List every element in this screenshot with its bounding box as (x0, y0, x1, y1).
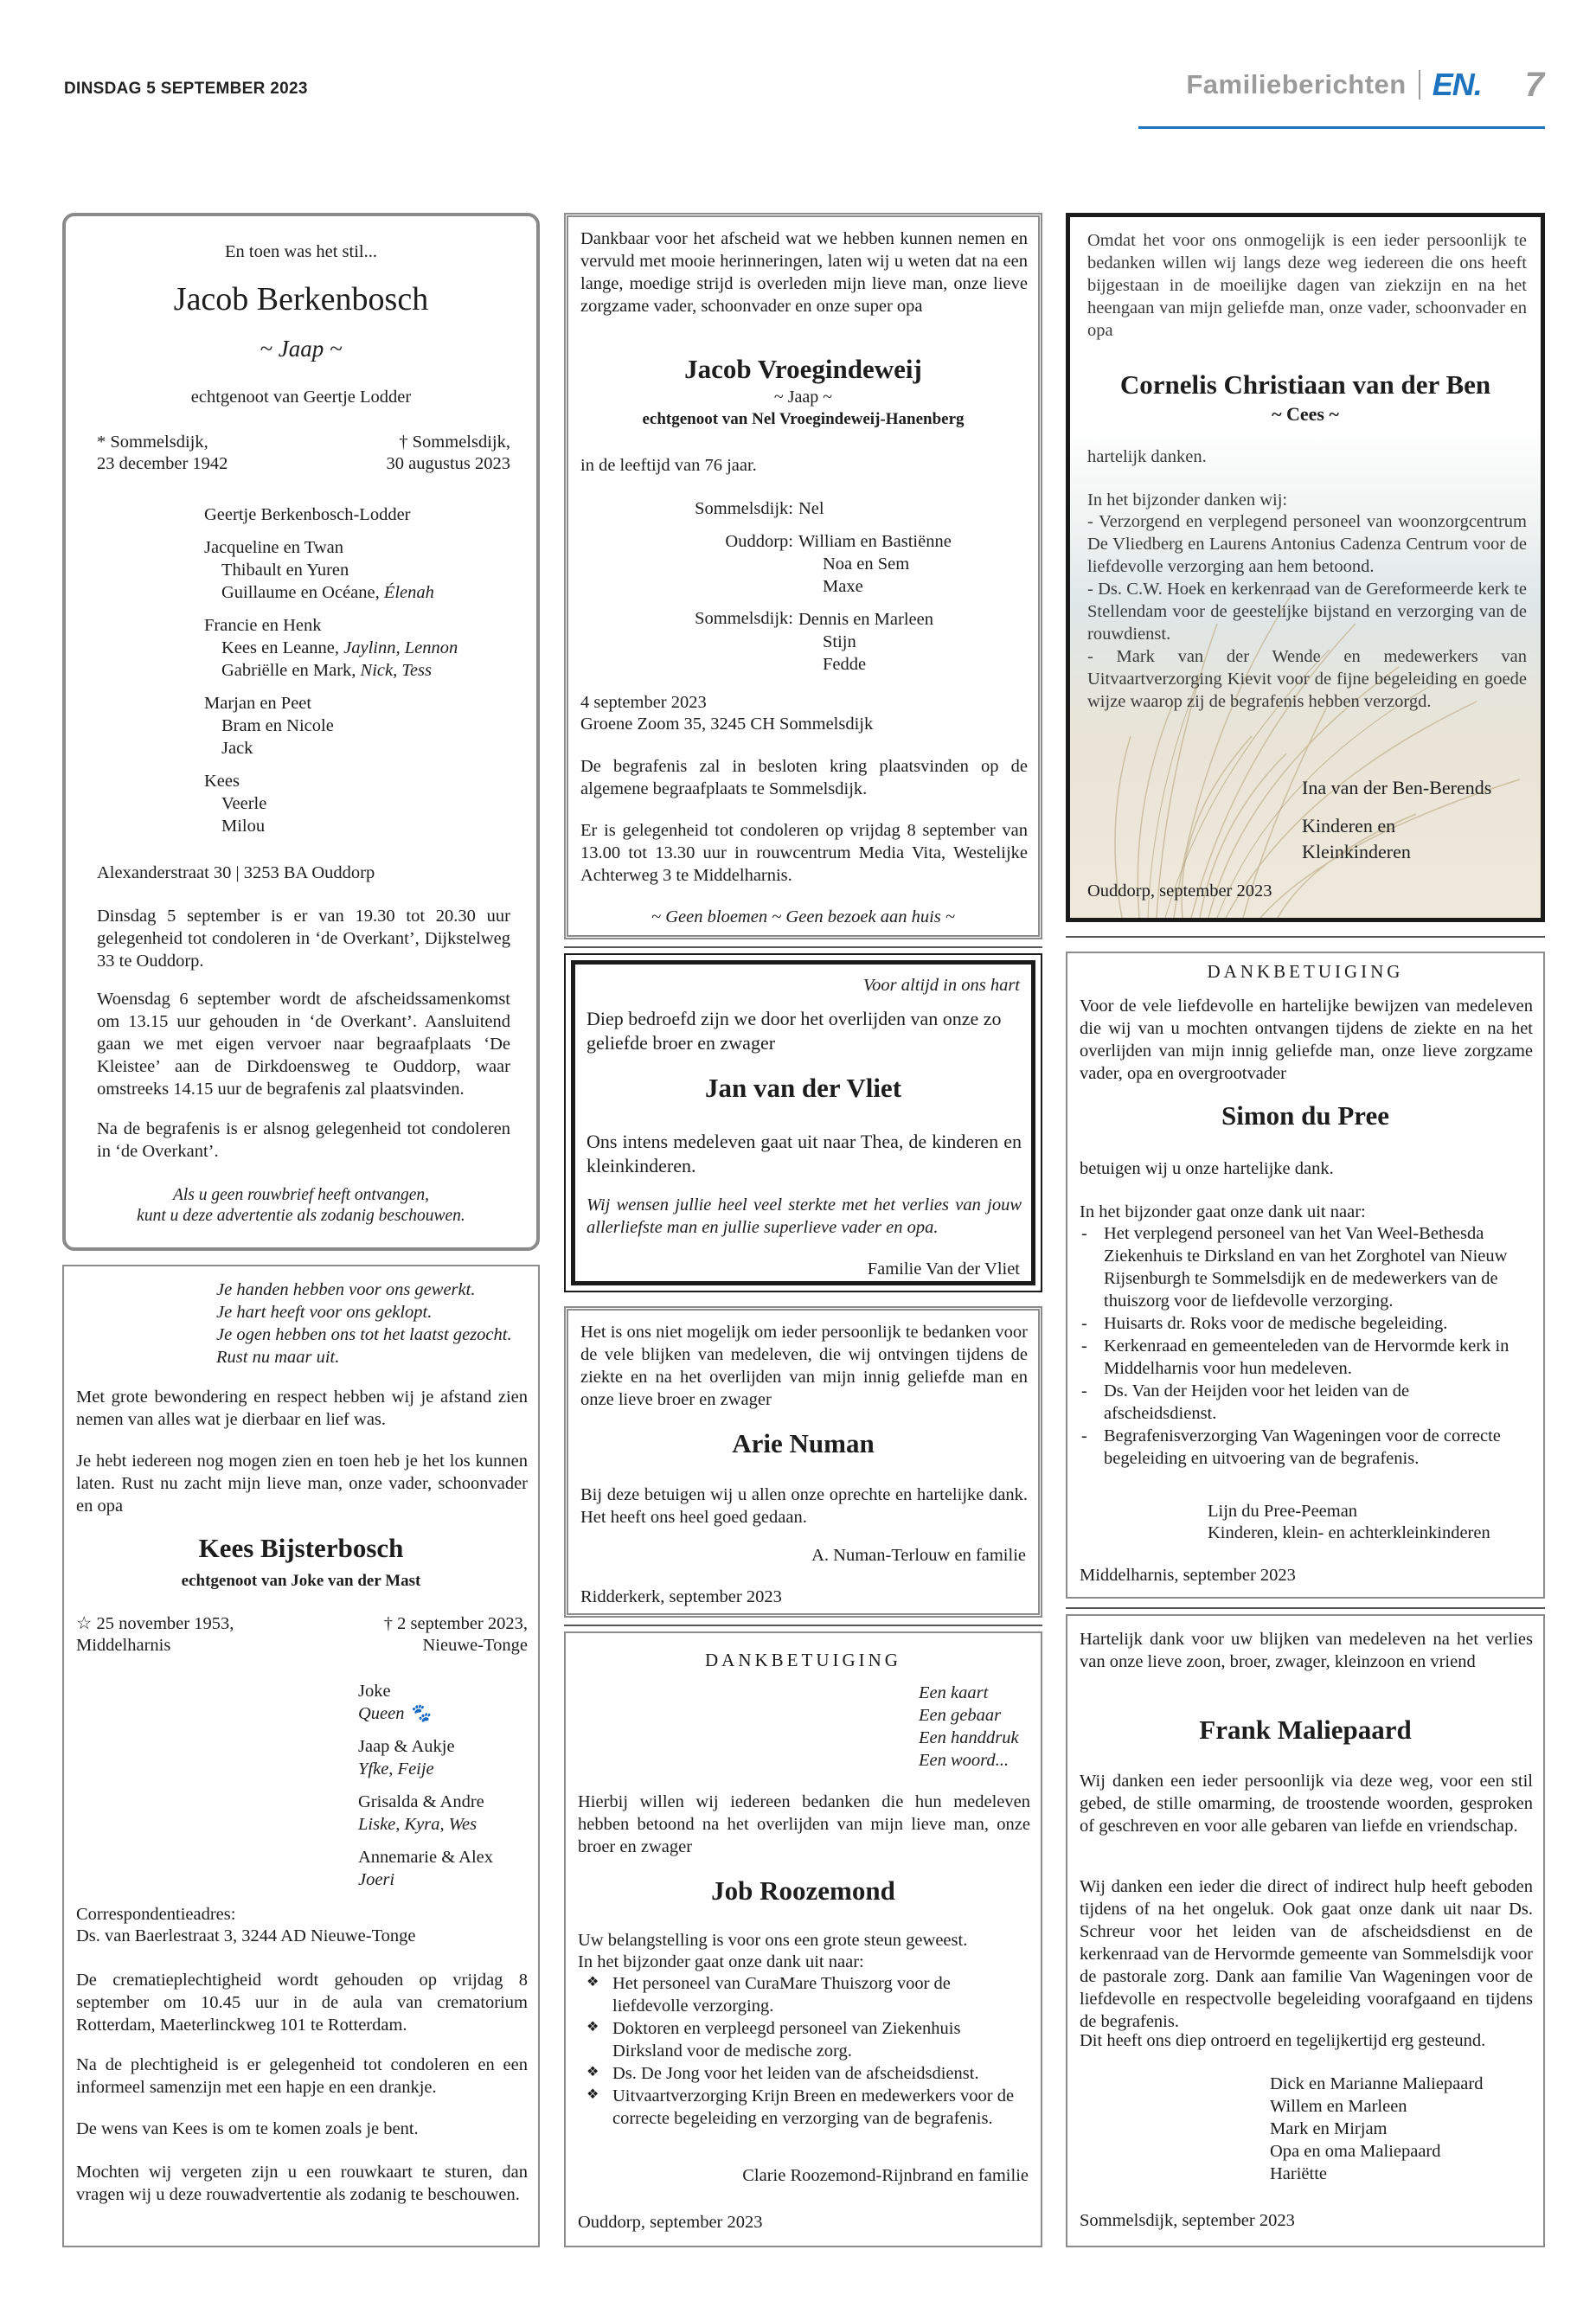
separator-rule (564, 946, 1042, 948)
ad-jan-van-der-vliet (564, 953, 1042, 1292)
ad-arie-numan (564, 1306, 1042, 1618)
ad-kees-bijsterbosch (62, 1265, 540, 2247)
family-line: Thibault en Yuren (221, 561, 349, 580)
address: Alexanderstraat 30 | 3253 BA Ouddorp (97, 863, 375, 882)
family-places (568, 497, 793, 630)
family-line: Stijn (823, 632, 856, 652)
poem-line: Je handen hebben voor ons gewerkt. (216, 1280, 476, 1299)
family-line: Nick, Tess (360, 661, 432, 681)
family-line: Jaap & Aukje (358, 1737, 455, 1757)
ad-simon-du-pree (1066, 952, 1545, 1599)
family-line: William en Bastiënne (798, 532, 952, 552)
death-place: † Sommelsdijk, (399, 433, 510, 452)
signature: Mark en Mirjam (1270, 2119, 1388, 2139)
signature: A. Numan-Terlouw en familie (811, 1546, 1026, 1565)
ad-heading: DANKBETUIGING (705, 1650, 901, 1670)
family-line: Jacqueline en Twan (204, 538, 343, 558)
list-item: - Ds. Van der Heijden voor het leiden van de afscheidsdienst. (1067, 1380, 1517, 1425)
intro-text: Je hebt iedereen nog mogen zien en toen heb je het los kunnen laten. Rust nu zacht mijn lieve man, onze vader, schoonvader en opa (76, 1452, 528, 1516)
age-line: in de leeftijd van 76 jaar. (580, 456, 757, 475)
header-divider (1419, 70, 1420, 99)
thanks-intro: In het bijzonder gaat onze dank uit naar: (1080, 1202, 1366, 1221)
family-line: Fedde (823, 655, 867, 675)
thanks-list (1087, 510, 1527, 713)
signature: Ina van der Ben-Berends (1302, 777, 1492, 798)
address: Groene Zoom 35, 3245 CH Sommelsdijk (580, 715, 874, 734)
page-number: 7 (1524, 65, 1544, 104)
signature: Familie Van der Vliet (867, 1259, 1020, 1279)
poem (919, 1682, 1019, 1772)
place-date: Middelharnis, september 2023 (1080, 1566, 1296, 1585)
family-line: Milou (221, 817, 266, 836)
signature: Kleinkinderen (1302, 841, 1411, 862)
family-names (798, 497, 952, 676)
family-line: Nel (798, 499, 824, 518)
spouse-line: echtgenoot van Joke van der Mast (181, 1572, 421, 1590)
family-line: Joke (358, 1682, 391, 1701)
poem-line: Een gebaar (919, 1706, 1002, 1726)
deceased-name: Cornelis Christiaan van der Ben (1119, 369, 1491, 400)
intro-text: Diep bedroefd zijn we door het overlijden van onze zo geliefde broer en zwager (586, 1008, 1002, 1054)
after-burial-text: Na de begrafenis is er alsnog gelegenheid tot condoleren in ‘de Overkant’. (97, 1119, 510, 1162)
motto: Voor altijd in ons hart (862, 976, 1020, 995)
thanks-list (1067, 1222, 1517, 1470)
thanks-line: betuigen wij u onze hartelijke dank. (1080, 1159, 1334, 1178)
footer-note: ~ Geen bloemen ~ Geen bezoek aan huis ~ (651, 907, 955, 926)
nickname: ~ Cees ~ (1272, 403, 1339, 425)
list-item: - Huisarts dr. Roks voor de medische begeleiding. (1067, 1312, 1517, 1335)
spouse-line: echtgenoot van Nel Vroegindeweij-Hanenberg (642, 410, 965, 428)
correspondence-label: Correspondentieadres: (76, 1905, 236, 1924)
family-line: Liske, Kyra, Wes (358, 1815, 478, 1835)
signature-list (1270, 2073, 1483, 2185)
reception-text: Na de plechtigheid is er gelegenheid tot condoleren en een informeel samenzijn met een hapje en een drankje. (76, 2055, 528, 2098)
list-item: - Ds. C.W. Hoek en kerkenraad van de Gereformeerde kerk te Stellendam voor de geestelijke bijstand en verzorging van de rouwdienst. (1087, 580, 1527, 644)
list-item: - Begrafenisverzorging Van Wageningen voor de correcte begeleiding en uitvoering van de begrafenis. (1067, 1425, 1517, 1470)
list-item: - Mark van der Wende en medewerkers van Uitvaartverzorging Kievit voor de fijne begeleiding en goede wijze waarop zij de begrafenis hebben verzorgd. (1087, 647, 1527, 712)
family-line: Joeri (358, 1870, 395, 1890)
family-line: Kees en Leanne, (221, 638, 340, 658)
death-date: † 2 september 2023, (383, 1614, 528, 1633)
deceased-name: Arie Numan (732, 1428, 875, 1458)
family-line: Francie en Henk (204, 616, 322, 636)
list-item: - Verzorgend en verplegend personeel van woonzorgcentrum De Vliedberg en Laurens Antonius Cadenza Centrum voor de liefdevolle verzorging aan hem betoond. (1087, 512, 1527, 577)
spouse-line: echtgenoot van Geertje Lodder (190, 388, 412, 407)
list-item: ❖ Ds. De Jong voor het leiden van de afscheidsdienst. (578, 2062, 1023, 2085)
birth-date: ☆ 25 november 1953, (76, 1614, 234, 1633)
ceremony-text: De crematieplechtigheid wordt gehouden op vrijdag 8 september om 10.45 uur in de aula van crematorium Rotterdam, Maeterlinckweg 101 te Rotterdam. (76, 1971, 528, 2035)
family-line: Bram en Nicole (221, 716, 334, 736)
family-line: Yfke, Feije (358, 1759, 434, 1779)
correspondence-address: Ds. van Baerlestraat 3, 3244 AD Nieuwe-Tonge (76, 1926, 416, 1945)
family-line: Queen 🐾 (358, 1704, 432, 1724)
place-date: Sommelsdijk, september 2023 (1080, 2211, 1295, 2230)
poem (216, 1279, 512, 1368)
signature: Kinderen, klein- en achterkleinkinderen (1208, 1523, 1490, 1542)
list-item: ❖ Uitvaartverzorging Krijn Breen en medewerkers voor de correcte begeleiding en verzorging van de begrafenis. (578, 2085, 1023, 2130)
intro: En toen was het stil... (225, 242, 377, 261)
date-line: 4 september 2023 (580, 693, 707, 712)
ad-frank-maliepaard (1066, 1614, 1545, 2247)
notice-text: Mochten wij vergeten zijn u een rouwkaart te sturen, dan vragen wij u deze rouwadvertentie als zodanig te beschouwen. (76, 2163, 528, 2205)
family-line: Marjan en Peet (204, 694, 312, 714)
thanks-line: hartelijk danken. (1087, 447, 1207, 466)
thanks-text: Bij deze betuigen wij u allen onze oprechte en hartelijke dank. Het heeft ons heel goed gedaan. (580, 1485, 1028, 1528)
ad-jacob-vroegindeweij (564, 213, 1042, 939)
page-header (1186, 62, 1544, 107)
deceased-name: Jan van der Vliet (704, 1073, 902, 1103)
poem-line: Je hart heeft voor ons geklopt. (216, 1303, 433, 1323)
signature: Willem en Marleen (1270, 2097, 1407, 2117)
family-line: Kees (204, 772, 240, 792)
family-place: Sommelsdijk: (695, 609, 793, 629)
deceased-name: Job Roozemond (711, 1875, 895, 1906)
list-item: ❖ Het personeel van CuraMare Thuiszorg voor de liefdevolle verzorging. (578, 1972, 1023, 2017)
issue-date: DINSDAG 5 SEPTEMBER 2023 (64, 80, 308, 98)
nickname: ~ Jaap ~ (773, 388, 833, 407)
thanks-intro: In het bijzonder danken wij: (1087, 490, 1288, 510)
family-place: Ouddorp: (725, 532, 793, 552)
signature: Dick en Marianne Maliepaard (1270, 2074, 1484, 2093)
signature: Lijn du Pree-Peeman (1208, 1502, 1358, 1521)
footer-note: kunt u deze advertentie als zodanig beschouwen. (137, 1207, 465, 1225)
en-logo: EN. (1432, 67, 1482, 102)
condolence-text: Ons intens medeleven gaat uit naar Thea, de kinderen en kleinkinderen. (586, 1131, 1022, 1176)
poem-line: Een handdruk (919, 1728, 1019, 1748)
thanks-text: Wij danken een ieder die direct of indirect hulp heeft geboden tijdens of na het ongeluk. Ook gaat onze dank uit naar Ds. Schreur voor het leiden van de afscheidsdienst en de kerkenraad van de Hervormde gemeente van Sommelsdijk voor de pastorale zorg. Dank aan familie Van Wageningen voor de liefdevolle en respectvolle begeleiding voorafgaand en tijdens de begrafenis. (1080, 1877, 1533, 2032)
family-line: Élenah (383, 583, 434, 603)
family-line: Gabriëlle en Mark, (221, 661, 356, 681)
condolence-text: Dinsdag 5 september is er van 19.30 tot 20.30 uur gelegenheid tot condoleren in ‘de Overkant’, Dijkstelweg 33 te Ouddorp. (97, 907, 510, 971)
intro-text: Omdat het voor ons onmogelijk is een ieder persoonlijk te bedanken willen wij langs deze weg iedereen die ons heeft bijgestaan in de moeilijke dagen van ziekzijn en na het heengaan van mijn geliefde man, onze vader, schoonvader en opa (1087, 231, 1527, 341)
family-line: Veerle (221, 794, 267, 814)
deceased-name: Frank Maliepaard (1199, 1715, 1412, 1745)
ad-jacob-berkenbosch (62, 213, 540, 1251)
signature: Hariëtte (1270, 2164, 1328, 2184)
birth-place: * Sommelsdijk, (97, 433, 208, 452)
birth-date: 23 december 1942 (97, 454, 228, 473)
deceased-name: Jacob Vroegindeweij (684, 354, 922, 384)
family-line: Geertje Berkenbosch-Lodder (204, 505, 411, 524)
burial-text: De begrafenis zal in besloten kring plaatsvinden op de algemene begraafplaats te Sommelsdijk. (580, 757, 1028, 799)
signature: Kinderen en (1302, 815, 1396, 836)
thanks-text: Wij danken een ieder persoonlijk via deze weg, voor een stil gebed, de stille omarming, de troostende woorden, gesproken of geschreven en voor alle gebaren van liefde en vriendschap. (1080, 1772, 1533, 1836)
poem-line: Je ogen hebben ons tot het laatst gezocht. (216, 1325, 512, 1345)
intro-text: Voor de vele liefdevolle en hartelijke bewijzen van medeleven die wij van u mochten ontvangen tijdens de ziekte en na het overlijden van mijn innig geliefde man, onze lieve zorgzame vader, opa en overgrootvader (1080, 997, 1533, 1084)
intro-text: Dankbaar voor het afscheid wat we hebben kunnen nemen en vervuld met mooie herinneringen, laten wij u weten dat na een lange, moedige strijd is overleden mijn lieve man, onze lieve zorgzame vader, schoonvader en onze super opa (580, 229, 1028, 317)
place-date: Ouddorp, september 2023 (1087, 881, 1272, 901)
ad-job-roozemond (564, 1631, 1042, 2247)
intro-text: Met grote bewondering en respect hebben wij je afstand zien nemen van alles wat je dierbaar en lief was. (76, 1388, 528, 1430)
poem-line: Een woord... (919, 1751, 1010, 1771)
family-line: Grisalda & Andre (358, 1792, 484, 1812)
place-date: Ridderkerk, september 2023 (580, 1587, 782, 1606)
intro-text: Hierbij willen wij iedereen bedanken die hun medeleven hebben betoond na het overlijden van mijn lieve man, onze broer en zwager (578, 1792, 1030, 1857)
death-date: 30 augustus 2023 (386, 454, 510, 473)
service-text: Woensdag 6 september wordt de afscheidssamenkomst om 13.15 uur gehouden in ‘de Overkant’. Aansluitend gaan we met eigen vervoer naar begraafplaats ‘De Kleistee’ aan de Dirkdoensweg te Ouddorp, waar omstreeks 14.15 uur de begrafenis zal plaatsvinden. (97, 990, 510, 1099)
family-line: Jack (221, 739, 253, 759)
separator-rule (564, 1625, 1042, 1626)
list-item: - Het verplegend personeel van het Van Weel-Bethesda Ziekenhuis te Dirksland en van het Zorghotel van Nieuw Rijsenburgh te Sommelsdijk en de medewerkers van de thuiszorg voor de liefdevolle verzorging. (1067, 1222, 1517, 1312)
family-line: Guillaume en Océane, (221, 583, 380, 603)
family-place: Sommelsdijk: (695, 499, 793, 518)
header-rule (1138, 126, 1545, 129)
thanks-list (578, 1972, 1023, 2130)
intro-text: Het is ons niet mogelijk om ieder persoonlijk te bedanken voor de vele blijken van medeleven, die wij ontvingen tijdens de ziekte en na het overlijden van mijn innig geliefde man en onze lieve broer en zwager (580, 1323, 1028, 1410)
section-title: Familieberichten (1186, 69, 1407, 99)
family-line: Dennis en Marleen (798, 610, 933, 630)
intro-text: Hartelijk dank voor uw blijken van medeleven na het verlies van onze lieve zoon, broer, zwager, kleinzoon en vriend (1080, 1630, 1533, 1672)
birth-place: Middelharnis (76, 1636, 171, 1655)
ad-heading: DANKBETUIGING (1207, 961, 1404, 982)
separator-rule (1066, 936, 1545, 938)
deceased-name: Simon du Pree (1221, 1100, 1390, 1131)
place-date: Ouddorp, september 2023 (578, 2213, 763, 2232)
list-item: - Kerkenraad en gemeenteleden van de Hervormde kerk in Middelharnis voor hun medeleven. (1067, 1335, 1517, 1380)
nickname: ~ Jaap ~ (260, 336, 343, 362)
wish-text: De wens van Kees is om te komen zoals je bent. (76, 2119, 419, 2138)
death-place: Nieuwe-Tonge (422, 1636, 528, 1655)
list-item: ❖ Doktoren en verpleegd personeel van Ziekenhuis Dirksland voor de medische zorg. (578, 2017, 1023, 2062)
family-line: Noa en Sem (823, 554, 910, 574)
thanks-intro: In het bijzonder gaat onze dank uit naar: (578, 1952, 864, 1971)
signature: Opa en oma Maliepaard (1270, 2142, 1441, 2162)
deceased-name: Kees Bijsterbosch (198, 1533, 404, 1563)
family-line: Maxe (823, 577, 863, 597)
closing-text: Dit heeft ons diep ontroerd en tegelijkertijd erg gesteund. (1080, 2031, 1486, 2050)
footer-note: Als u geen rouwbrief heeft ontvangen, (172, 1186, 430, 1204)
deceased-name: Jacob Berkenbosch (173, 281, 429, 317)
family-line: Annemarie & Alex (358, 1848, 493, 1868)
thanks-text: Uw belangstelling is voor ons een grote steun geweest. (578, 1931, 968, 1950)
signature: Clarie Roozemond-Rijnbrand en familie (742, 2166, 1029, 2185)
condolence-text: Er is gelegenheid tot condoleren op vrijdag 8 september van 13.00 tot 13.30 uur in rouwcentrum Media Vita, Westelijke Achterweg 3 te Middelharnis. (580, 821, 1028, 886)
family-list (204, 503, 458, 837)
separator-rule (1066, 1607, 1545, 1609)
ad-cornelis-van-der-ben (1066, 213, 1545, 922)
poem-line: Een kaart (919, 1683, 989, 1702)
poem-line: Rust nu maar uit. (216, 1348, 340, 1368)
family-list (358, 1680, 493, 1891)
family-line: Jaylinn, Lennon (343, 638, 458, 658)
wish-text: Wij wensen jullie heel veel sterkte met het verlies van jouw allerliefste man en jullie superlieve vader en opa. (586, 1195, 1022, 1238)
